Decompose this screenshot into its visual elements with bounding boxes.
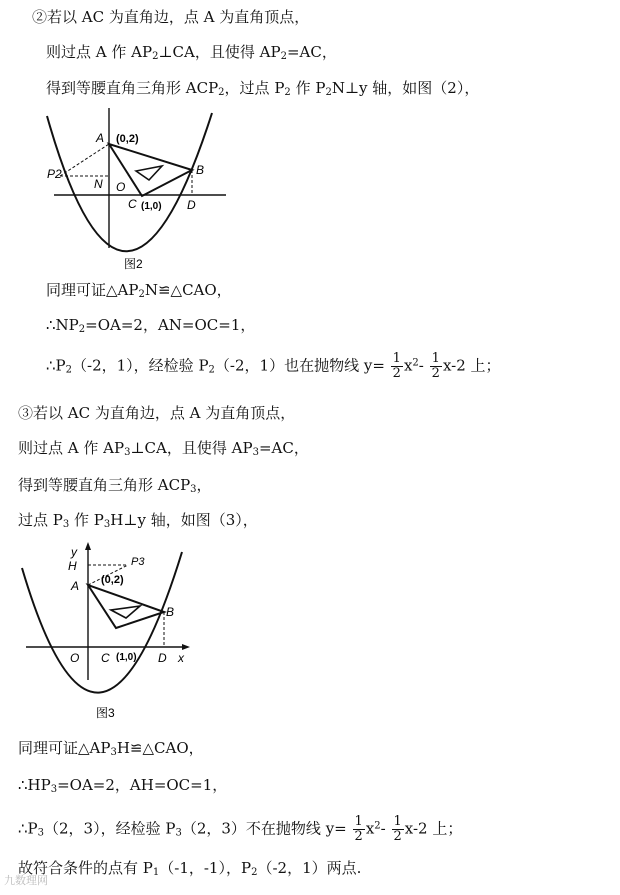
- text-line-12: $\therefore HP_3=OA=2$，AH=OC=1，: [18, 776, 228, 795]
- fig3-label-y: y: [71, 545, 77, 559]
- text-line-8: 则过点 A 作 $AP_3\perp CA$，且使得 $AP_3=AC$，: [18, 439, 309, 458]
- fig2-label-c: C: [128, 197, 137, 211]
- figure-3: [16, 540, 206, 720]
- fig3-label-a-coord: (0,2): [101, 574, 124, 586]
- fig2-label-a: A: [96, 131, 105, 145]
- text-line-5: $\therefore NP_2=OA=2$，AN=OC=1，: [46, 316, 256, 335]
- text-line-2: 则过点 A 作 $AP_2\perp CA$，且使得 $AP_2=AC$，: [46, 43, 337, 62]
- watermark: 九数理网: [4, 875, 48, 887]
- text-line-14: 故符合条件的点有 $P_1(-1$，-1），$P_2(-2$，1）两点.: [18, 859, 362, 878]
- fig3-label-o: O: [70, 651, 80, 665]
- text-line-7: ③若以 AC 为直角边，点 A 为直角顶点，: [18, 404, 296, 422]
- fig3-label-p3: P3: [131, 556, 145, 568]
- fig2-label-n: N: [94, 177, 103, 191]
- fig2-label-a-coord: (0,2): [116, 133, 139, 145]
- text-line-3: 得到等腰直角三角形 $ACP_2$，过点 $P_2$ 作 $P_2N\perp y$ 轴，如图（2），: [46, 79, 480, 98]
- text-line-13: $\therefore P_3(2$，3），经检验 $P_3(2$，3）不在抛物线 y= $\frac{1}{2}$ $x^2-$ $\frac{1}{2}$ x-2 上；: [18, 814, 463, 844]
- fig2-label-b: B: [196, 163, 205, 177]
- fraction-half: $\frac{1}{2}$: [354, 814, 363, 844]
- text-line-10: 过点 $P_3$ 作 $P_3H\perp y$ 轴，如图（3），: [18, 511, 258, 530]
- fraction-half: $\frac{1}{2}$: [431, 351, 440, 381]
- fig3-label-d: D: [158, 651, 167, 665]
- fig3-label-h: H: [68, 559, 77, 573]
- text-line-9: 得到等腰直角三角形 $ACP_3$，: [18, 476, 212, 495]
- fig3-caption: 图3: [96, 706, 115, 720]
- fig3-label-a: A: [71, 579, 80, 593]
- fig2-label-c-coord: (1,0): [141, 201, 162, 212]
- fraction-half: $\frac{1}{2}$: [392, 351, 401, 381]
- figure-2: [44, 108, 234, 273]
- text-line-6: $\therefore P_2(-2$，1），经检验 $P_2(-2$，1）也在抛物线 y= $\frac{1}{2}$ $x^2-$ $\frac{1}{2}$ x-2 上；: [46, 351, 501, 381]
- fig3-label-x: x: [178, 651, 184, 665]
- fraction-half: $\frac{1}{2}$: [393, 814, 402, 844]
- text-line-11: 同理可证$\triangle AP_3H≌\triangle CAO$，: [18, 739, 204, 758]
- fig3-label-c: C: [101, 651, 110, 665]
- fig3-label-c-coord: (1,0): [116, 652, 137, 663]
- fig2-label-d: D: [187, 198, 196, 212]
- fig2-label-o: O: [116, 180, 126, 194]
- fig2-caption: 图2: [124, 257, 143, 271]
- fig2-label-p2: P2: [47, 167, 62, 181]
- text-line-1: ②若以 AC 为直角边，点 A 为直角顶点，: [32, 8, 310, 26]
- fig3-label-b: B: [166, 605, 175, 619]
- text-line-4: 同理可证$\triangle AP_2N≌\triangle CAO$，: [46, 281, 232, 300]
